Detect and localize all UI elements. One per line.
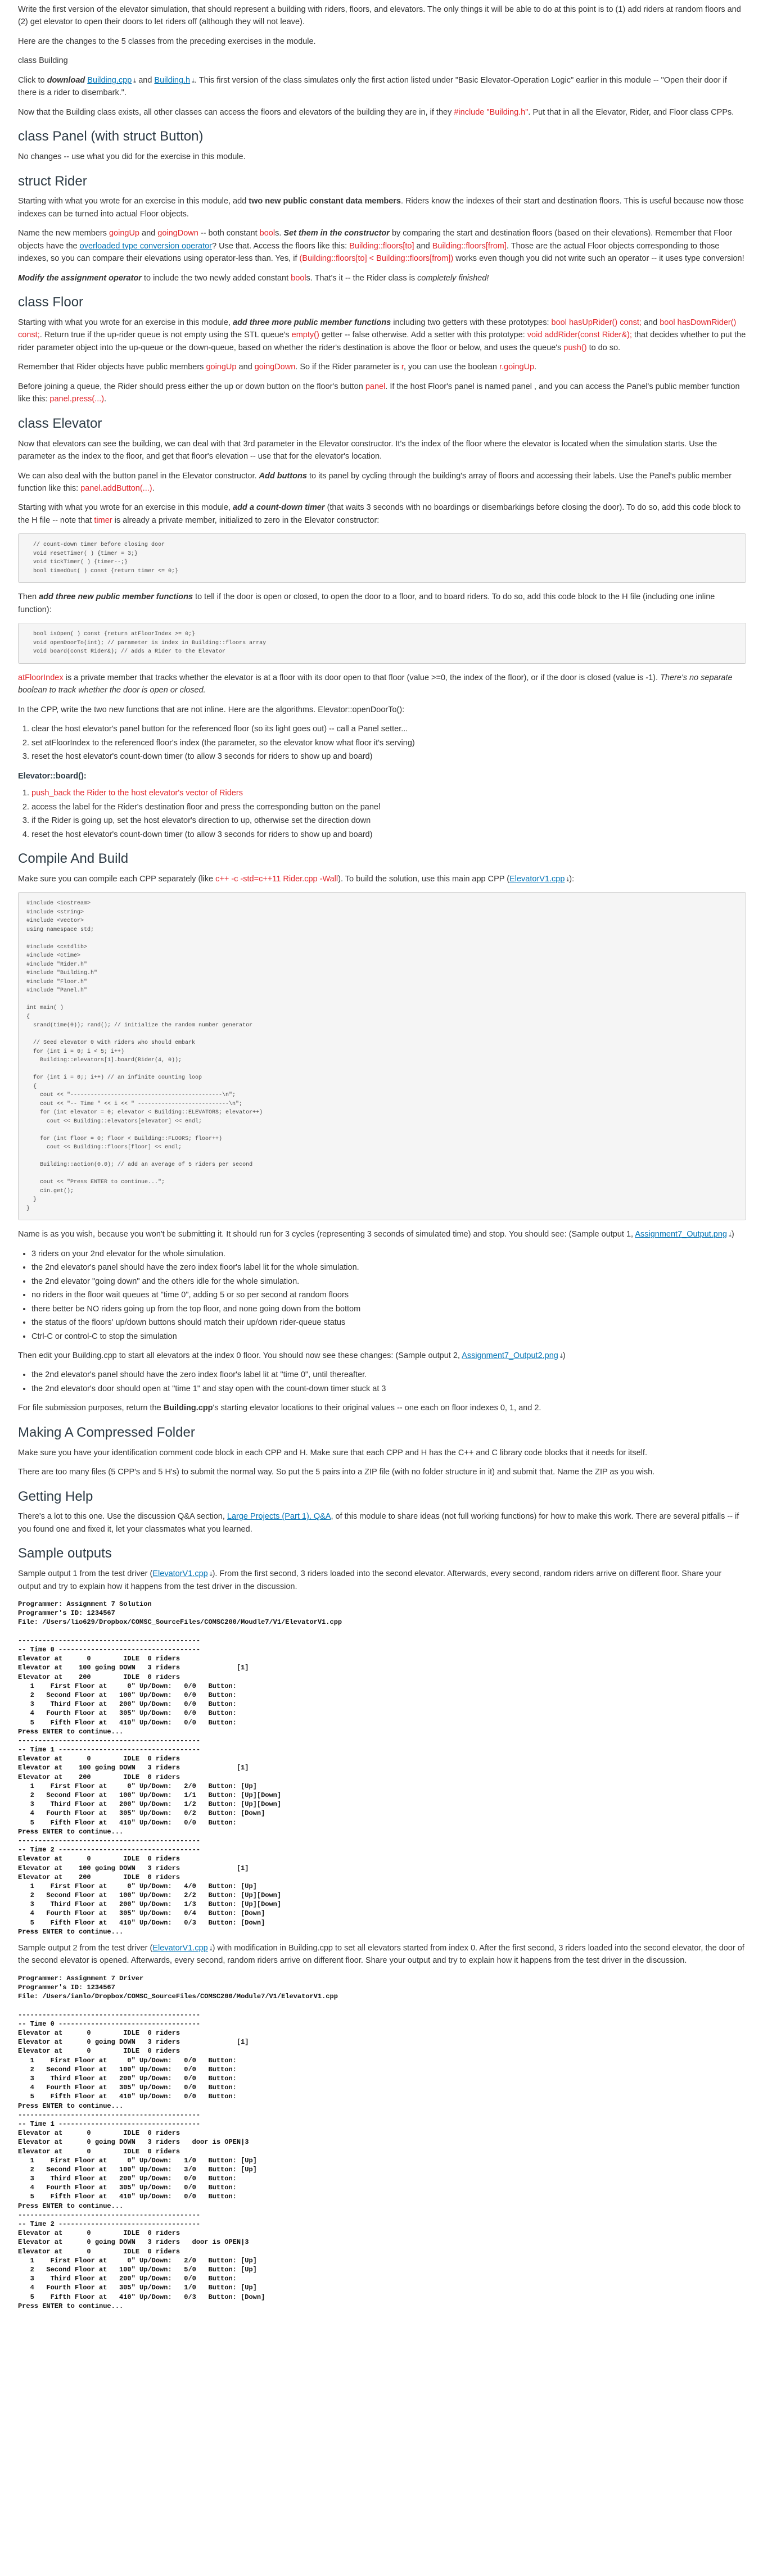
list-item: 1. clear the host elevator's panel button for the referenced floor (so its light goes out) -- call a Panel setter... (31, 723, 746, 735)
zip-heading: Making A Compressed Folder (18, 1424, 195, 1440)
list-item: • 3 riders on your 2nd elevator for the whole simulation. (31, 1248, 746, 1260)
zip-paragraph-1: Make sure you have your identification comment code block in each CPP and H. Make sure that each CPP and H has the C++ and C library code blocks that it needs for itself. (18, 1448, 647, 1457)
sample-text: Sample output 1 from the test driver ( (18, 1569, 153, 1579)
rider-heading: struct Rider (18, 173, 87, 189)
floor-text: . If the host Floor's panel is named panel , and you can access the Panel's public member function like this: (18, 382, 740, 404)
floor-emph: add three more public member functions (233, 318, 391, 327)
download-icon[interactable]: ⤓ (728, 1232, 732, 1239)
compile-text: Then edit your Building.cpp to start all elevators at the index 0 floor. You should now see these changes: (Sample output 2, (18, 1351, 460, 1360)
push-code: push() (563, 343, 587, 352)
rider-text: . Riders know the indexes of their start and destination floors. This is useful because now those indexes can be turned into actual Floor objects. (18, 197, 744, 219)
list-item (31, 787, 746, 799)
elevator-paragraph-3 (18, 501, 746, 527)
intro-changes (18, 35, 746, 48)
building-label (18, 55, 746, 67)
elevator-text: is already a private member, initialized to zero in the Elevator constructor: (114, 515, 380, 525)
elevator-v1-link[interactable]: ElevatorV1.cpp (152, 1569, 208, 1579)
elevator-text: . (152, 483, 155, 493)
floor-text: getter -- false otherwise. Add a setter with this prototype: (321, 331, 525, 340)
floor-paragraph-3 (18, 381, 746, 406)
rider-emph: completely finished! (417, 273, 489, 283)
elevator-paragraph-5 (18, 672, 746, 697)
floor-text: to do so. (589, 343, 621, 352)
elevator-paragraph-1 (18, 438, 746, 463)
sample-1-paragraph (18, 1568, 746, 1593)
compile-command: c++ -c -std=c++11 Rider.cpp -Wall (215, 874, 338, 884)
sample-output-2: Programmer: Assignment 7 Driver Programmer's ID: 1234567 File: /Users/ianlo/Dropbox/COMSC_SourceFiles/COMSC200/Module7/V1/ElevatorV1.cpp --------------------------------------------- -- Time 0 ----------------------------------- Elevator at 0 IDLE 0 riders Elevator at 0 going DOWN 3 riders [1] Elevator at 0 IDLE 0 riders 1 First Floor at 0" Up/Down: 0/0 Button: 2 Second Floor at 100" Up/Down: 0/0 Button: 3 Third Floor at 200" Up/Down: 0/0 Button: 4 Fourth Floor at 305" Up/Down: 0/0 Button: 5 Fifth Floor at 410" Up/Down: 0/0 Button: Press ENTER to continue... --------------------------------------------- -- Time 1 ----------------------------------- Elevator at 0 IDLE 0 riders Elevator at 0 going DOWN 3 riders door is OPEN|3 Elevator at 0 IDLE 0 riders 1 First Floor at 0" Up/Down: 1/0 Button: [Up] 2 Second Floor at 100" Up/Down: 3/0 Button: [Up] 3 Third Floor at 200" Up/Down: 0/0 Button: 4 Fourth Floor at 305" Up/Down: 0/0 Button: 5 Fifth Floor at 410" Up/Down: 0/0 Button: Press ENTER to continue... --------------------------------------------- -- Time 2 ----------------------------------- Elevator at 0 IDLE 0 riders Elevator at 0 going DOWN 3 riders door is OPEN|3 Elevator at 0 IDLE 0 riders 1 First Floor at 0" Up/Down: 2/0 Button: [Up] 2 Second Floor at 100" Up/Down: 5/0 Button: [Up] 3 Third Floor at 200" Up/Down: 0/0 Button: 4 Fourth Floor at 305" Up/Down: 1/0 Button: [Up] 5 Fifth Floor at 410" Up/Down: 0/3 Button: [Down] Press ENTER to continue... (18, 1974, 746, 2311)
elevator-text: Starting with what you wrote for an exercise in this module, (18, 503, 231, 513)
sample-output-1: Programmer: Assignment 7 Solution Programmer's ID: 1234567 File: /Users/lio629/Dropbox/COMSC_SourceFiles/COMSC200/Moudle7/V1/ElevatorV1.cpp --------------------------------------------- -- Time 0 ----------------------------------- Elevator at 0 IDLE 0 riders Elevator at 100 going DOWN 3 riders [1] Elevator at 200 IDLE 0 riders 1 First Floor at 0" Up/Down: 0/0 Button: 2 Second Floor at 100" Up/Down: 0/0 Button: 3 Third Floor at 200" Up/Down: 0/0 Button: 4 Fourth Floor at 305" Up/Down: 0/0 Button: 5 Fifth Floor at 410" Up/Down: 0/0 Button: Press ENTER to continue... --------------------------------------------- -- Time 1 ----------------------------------- Elevator at 0 IDLE 0 riders Elevator at 100 going DOWN 3 riders [1] Elevator at 200 IDLE 0 riders 1 First Floor at 0" Up/Down: 2/0 Button: [Up] 2 Second Floor at 100" Up/Down: 1/1 Button: [Up][Down] 3 Third Floor at 200" Up/Down: 1/2 Button: [Up][Down] 4 Fourth Floor at 305" Up/Down: 0/2 Button: [Down] 5 Fifth Floor at 410" Up/Down: 0/0 Button: Press ENTER to continue... --------------------------------------------- -- Time 2 ----------------------------------- Elevator at 0 IDLE 0 riders Elevator at 100 going DOWN 3 riders [1] Elevator at 200 IDLE 0 riders 1 First Floor at 0" Up/Down: 4/0 Button: [Up] 2 Second Floor at 100" Up/Down: 2/2 Button: [Up][Down] 3 Third Floor at 200" Up/Down: 1/3 Button: [Up][Down] 4 Fourth Floor at 305" Up/Down: 0/4 Button: [Down] 5 Fifth Floor at 410" Up/Down: 0/3 Button: [Down] Press ENTER to continue... (18, 1600, 746, 1936)
compile-text: ): (569, 874, 575, 884)
compile-heading: Compile And Build (18, 850, 129, 866)
download-word: download (47, 75, 85, 85)
panel-add-code: panel.addButton(...) (80, 483, 152, 493)
expected-output-list-2 (18, 1369, 746, 1395)
list-item: • no riders in the floor wait queues at "time 0", adding 5 or so per second at random floors (31, 1289, 746, 1301)
list-item: 2. set atFloorIndex to the referenced floor's index (the parameter, so the elevator know what floor it's serving) (31, 737, 746, 749)
compare-code: (Building::floors[to] < Building::floors[from]) (299, 254, 454, 264)
rider-text: works even though you did not write such an operator -- it uses type conversion! (455, 254, 744, 264)
rider-emph: Set them in the constructor (283, 229, 390, 238)
elevator-v1-link[interactable]: ElevatorV1.cpp (152, 1944, 208, 1953)
download-icon[interactable]: ⤓ (559, 1352, 563, 1360)
elevator-paragraph-6 (18, 704, 746, 716)
rider-text: and (142, 229, 156, 238)
r-code: r (401, 363, 404, 372)
building-label-text: class Building (18, 56, 68, 66)
bool-code: bool (291, 273, 306, 283)
output2-png-link[interactable]: Assignment7_Output2.png (462, 1351, 558, 1360)
timer-code: timer (94, 515, 112, 525)
help-text: , of this module to share ideas (not full working functions) for how to make this work. There are several pitfalls -- if you found one and fixed it, let your classmates what you learned. (18, 1512, 739, 1534)
intro-paragraph (18, 3, 746, 29)
compile-text: For file submission purposes, return the (18, 1404, 161, 1413)
sample-2-paragraph (18, 1942, 746, 1967)
list-item: 4. reset the host elevator's count-down timer (to allow 3 seconds for riders to show up and board) (31, 829, 746, 841)
going-down-code: goingDown (157, 229, 198, 238)
floor-paragraph-1 (18, 316, 746, 354)
elevator-text: In the CPP, write the two new functions that are not inline. Here are the algorithms. Elevator::openDoorTo(): (18, 705, 405, 714)
include-directive: #include "Building.h" (454, 107, 529, 117)
list-item: • the 2nd elevator's panel should have the zero index floor's label lit for the whole simulation. (31, 1261, 746, 1274)
door-code-block: bool isOpen( ) const {return atFloorIndex >= 0;} void openDoorTo(int); // parameter is index in Building::floors array void board(const Rider&); // adds a Rider to the Elevator (18, 623, 746, 664)
compile-text: 's starting elevator locations to their original values -- one each on floor indexes 0, 1, and 2. (213, 1404, 541, 1413)
has-down-rider-code: bool hasDownRider() const; (18, 318, 737, 340)
download-icon[interactable]: ⤓ (209, 1571, 213, 1578)
at-floor-index-code: atFloorIndex (18, 673, 64, 682)
rider-text: to include the two newly added constant (143, 273, 289, 283)
elevator-text: (that waits 3 seconds with no boardings or disembarkings before closing the door). To do so, add this code block to the H file -- note that (18, 503, 741, 525)
elevator-text: Then (18, 592, 37, 602)
list-item: • Ctrl-C or control-C to stop the simulation (31, 1330, 746, 1343)
compile-text: Name is as you wish, because you won't be submitting it. It should run for 3 cycles (representing 3 seconds of simulated time) and stop. You should see: (Sample output 1, (18, 1230, 634, 1239)
list-item: • the 2nd elevator's door should open at "time 1" and stay open with the count-down timer stuck at 3 (31, 1383, 746, 1395)
timer-code-block: // count-down timer before closing door void resetTimer( ) {timer = 3;} void tickTimer( ) {timer--;} bool timedOut( ) const {return timer <= 0;} (18, 533, 746, 583)
elevator-text: to its panel by cycling through the building's array of floors and accessing their labels. Use the Panel's public member function like this: (18, 471, 732, 493)
rider-text: s. (275, 229, 282, 238)
elevator-emph: Add buttons (259, 471, 307, 481)
compile-text: ) (562, 1351, 566, 1360)
download-icon[interactable]: ⤓ (209, 1945, 213, 1952)
elevator-text: Now that elevators can see the building, we can deal with that 3rd parameter in the Elevator constructor. It's the index of the floor where the elevator is located when the simulation starts. Use the parameter as the index to the floor, and get that floor's elevation -- use that for the elevator's location. (18, 439, 717, 461)
building-h-link[interactable]: Building.h (154, 75, 191, 85)
building-desc-text: . This first version of the class simulates only the first action listed under "Basic Elevator-Operation Logic" earlier in this module -- "Open their door if there is a rider to disembark.". (18, 75, 727, 98)
empty-code: empty() (291, 331, 319, 340)
elevator-heading: class Elevator (18, 415, 102, 431)
panel-text: No changes -- use what you did for the exercise in this module. (18, 152, 246, 162)
list-item: • there better be NO riders going up from the top floor, and none going down from the bottom (31, 1303, 746, 1315)
going-down-code: goingDown (254, 363, 296, 372)
rider-text: s. That's it -- the Rider class is (306, 273, 416, 283)
zip-paragraph-2: There are too many files (5 CPP's and 5 H's) to submit the normal way. So put the 5 pairs into a ZIP file (with no folder structure in it) and submit that. Name the ZIP as you wish. (18, 1468, 655, 1477)
compile-bold: Building.cpp (163, 1404, 213, 1413)
list-item-text: push_back the Rider to the host elevator's vector of Riders (31, 789, 243, 798)
compile-paragraph-2 (18, 1228, 746, 1241)
download-icon[interactable]: ⤓ (133, 77, 137, 84)
panel-code: panel (365, 382, 386, 391)
rider-emph: Modify the assignment operator (18, 273, 142, 283)
going-up-code: goingUp (206, 363, 237, 372)
board-steps (18, 787, 746, 841)
floor-text: . So if the Rider parameter is (295, 363, 399, 372)
expected-output-list (18, 1248, 746, 1343)
download-icon[interactable]: ⤓ (566, 876, 570, 883)
rider-text: -- both constant (200, 229, 258, 238)
panel-press-code: panel.press(...) (49, 395, 105, 404)
rider-paragraph-2 (18, 227, 746, 265)
floor-text: that decides whether to put the rider parameter object into the up-queue or the down-queue, based on whether the rider's destination is above the floor or below, and uses the queue's (18, 331, 746, 352)
elevator-paragraph-4 (18, 591, 746, 616)
bool-code: bool (259, 229, 276, 238)
rider-text: Starting with what you wrote for an exercise in this module, add (18, 197, 247, 206)
elevator-emph: add a count-down timer (233, 503, 325, 513)
elevator-text: to tell if the door is open or closed, to open the door to a floor, and to board riders. To do so, add this code block to the H file (including one inline function): (18, 592, 715, 614)
rider-text: . Those are the actual Floor objects corresponding to those indexes, so you can compare their elevations using operator-less than. Yes, if (18, 241, 720, 264)
rider-paragraph-3 (18, 272, 746, 284)
rider-text: Name the new members (18, 229, 107, 238)
elevator-emph: add three new public member functions (39, 592, 193, 602)
compile-paragraph-1 (18, 873, 746, 885)
include-text: Now that the Building class exists, all other classes can access the floors and elevators of the building they are in, if they (18, 107, 452, 117)
click-to-text: Click to (18, 75, 45, 85)
building-download-paragraph (18, 74, 746, 99)
going-up-code: goingUp (109, 229, 139, 238)
panel-paragraph (18, 151, 746, 163)
samples-heading: Sample outputs (18, 1546, 112, 1561)
list-item: • the 2nd elevator "going down" and the others idle for the whole simulation. (31, 1275, 746, 1288)
rider-text: by comparing the start and destination floors (based on their elevations). Remember that Floor objects have the (18, 229, 733, 251)
elevator-v1-link[interactable]: ElevatorV1.cpp (509, 874, 565, 884)
list-item: 3. reset the host elevator's count-down timer (to allow 3 seconds for riders to show up and board) (31, 750, 746, 763)
floor-text: Remember that Rider objects have public members (18, 363, 204, 372)
floor-paragraph-2 (18, 361, 746, 373)
help-heading: Getting Help (18, 1488, 93, 1504)
floor-text: Starting with what you wrote for an exercise in this module, (18, 318, 231, 327)
and-text: and (138, 75, 152, 85)
r-going-up-code: r.goingUp (499, 363, 535, 372)
intro-text: Write the first version of the elevator simulation, that should represent a building with riders, floors, and elevators. The only things it will be able to do at this point is to (1) add riders at random floors and (2) get elevator to open their doors to let riders off (although they will not leave). (18, 5, 741, 27)
floor-text: and (643, 318, 658, 327)
rider-text: and (416, 241, 430, 251)
compile-text: Make sure you can compile each CPP separately (like (18, 874, 214, 884)
floor-text: Before joining a queue, the Rider should press either the up or down button on the floor's button (18, 382, 363, 391)
compile-text: ) (731, 1230, 734, 1239)
floor-heading: class Floor (18, 295, 84, 310)
floor-text: . (104, 395, 107, 404)
elevator-text: is a private member that tracks whether the elevator is at a floor with its door open to that floor (value >=0, the index of the floor), or if the door is closed (value is -1). (65, 673, 658, 682)
floor-text: , you can use the boolean (403, 363, 497, 372)
qa-link[interactable]: Large Projects (Part 1), Q&A (227, 1512, 331, 1522)
elevator-emph: There's no separate boolean to track whether the door is open or closed. (18, 673, 733, 695)
sample-text: ). From the first second, 3 riders loaded into the second elevator. Afterwards, every second, random riders arrive on different floor. Share your output and try to explain how it happens from the test driver in the discussion. (18, 1569, 722, 1591)
list-item: 2. access the label for the Rider's destination floor and press the corresponding button on the panel (31, 801, 746, 813)
board-title: Elevator::board(): (18, 771, 87, 781)
compile-paragraph-3 (18, 1350, 746, 1362)
list-item: • the 2nd elevator's panel should have the zero index floor's label lit at "time 0", until thereafter. (31, 1369, 746, 1381)
conversion-operator-link[interactable]: overloaded type conversion operator (79, 241, 213, 251)
rider-bold: two new public constant data members (249, 197, 401, 206)
rider-text: ? Use that. Access the floors like this: (212, 241, 347, 251)
list-item: • the status of the floors' up/down buttons should match their up/down rider-queue status (31, 1316, 746, 1329)
building-cpp-link[interactable]: Building.cpp (87, 75, 132, 85)
compile-text: ). To build the solution, use this main app CPP ( (338, 874, 510, 884)
sample-text: Sample output 2 from the test driver ( (18, 1944, 153, 1953)
rider-paragraph-1 (18, 195, 746, 220)
floor-text: . (534, 363, 537, 372)
floor-text: and (238, 363, 252, 372)
add-rider-code: void addRider(const Rider&); (527, 331, 632, 340)
floor-text: including two getters with these prototypes: (393, 318, 549, 327)
floor-text: . Return true if the up-rider queue is not empty using the STL queue's (39, 331, 290, 340)
floors-from-code: Building::floors[from] (432, 241, 507, 251)
intro-changes-text: Here are the changes to the 5 classes from the preceding exercises in the module. (18, 37, 316, 46)
open-door-steps (18, 723, 746, 763)
has-up-rider-code: bool hasUpRider() const; (551, 318, 642, 327)
main-code-block: #include <iostream> #include <string> #include <vector> using namespace std; #include <cstdlib> #include <ctime> #include "Rider.h" #include "Building.h" #include "Floor.h" #include "Panel.h" int main( ) { srand(time(0)); rand(); // initialize the random number generator // Seed elevator 0 with riders who should embark for (int i = 0; i < 5; i++) Building::elevators[1].board(Rider(4, 0)); for (int i = 0;; i++) // an infinite counting loop { cout << "---------------------------------------------\n"; cout << "-- Time " << i << " ---------------------------\n"; for (int elevator = 0; elevator < Building::ELEVATORS; elevator++) cout << Building::elevators[elevator] << endl; for (int floor = 0; floor < Building::FLOORS; floor++) cout << Building::floors[floor] << endl; Building::action(0.0); // add an average of 5 riders per second cout << "Press ENTER to continue..."; cin.get(); } } (18, 892, 746, 1220)
compile-paragraph-4 (18, 1402, 746, 1414)
list-item: 3. if the Rider is going up, set the host elevator's direction to up, otherwise set the direction down (31, 814, 746, 827)
floors-to-code: Building::floors[to] (349, 241, 414, 251)
elevator-paragraph-2 (18, 470, 746, 495)
download-icon[interactable]: ⤓ (192, 77, 195, 84)
panel-heading: class Panel (with struct Button) (18, 129, 204, 144)
include-paragraph (18, 106, 746, 119)
help-paragraph (18, 1510, 746, 1536)
output-png-link[interactable]: Assignment7_Output.png (635, 1230, 727, 1239)
sample-text: ) with modification in Building.cpp to set all elevators started from index 0. After the first second, 3 riders loaded into the second elevator, the door of the second elevator is opened. Afterwards, every second, random riders arrive on different floor. Share your output and try to explain how it happens from the test driver in the discussion. (18, 1944, 744, 1966)
help-text: There's a lot to this one. Use the discussion Q&A section, (18, 1512, 225, 1522)
elevator-text: We can also deal with the button panel in the Elevator constructor. (18, 471, 257, 481)
include-text-end: . Put that in all the Elevator, Rider, and Floor class CPPs. (528, 107, 734, 117)
